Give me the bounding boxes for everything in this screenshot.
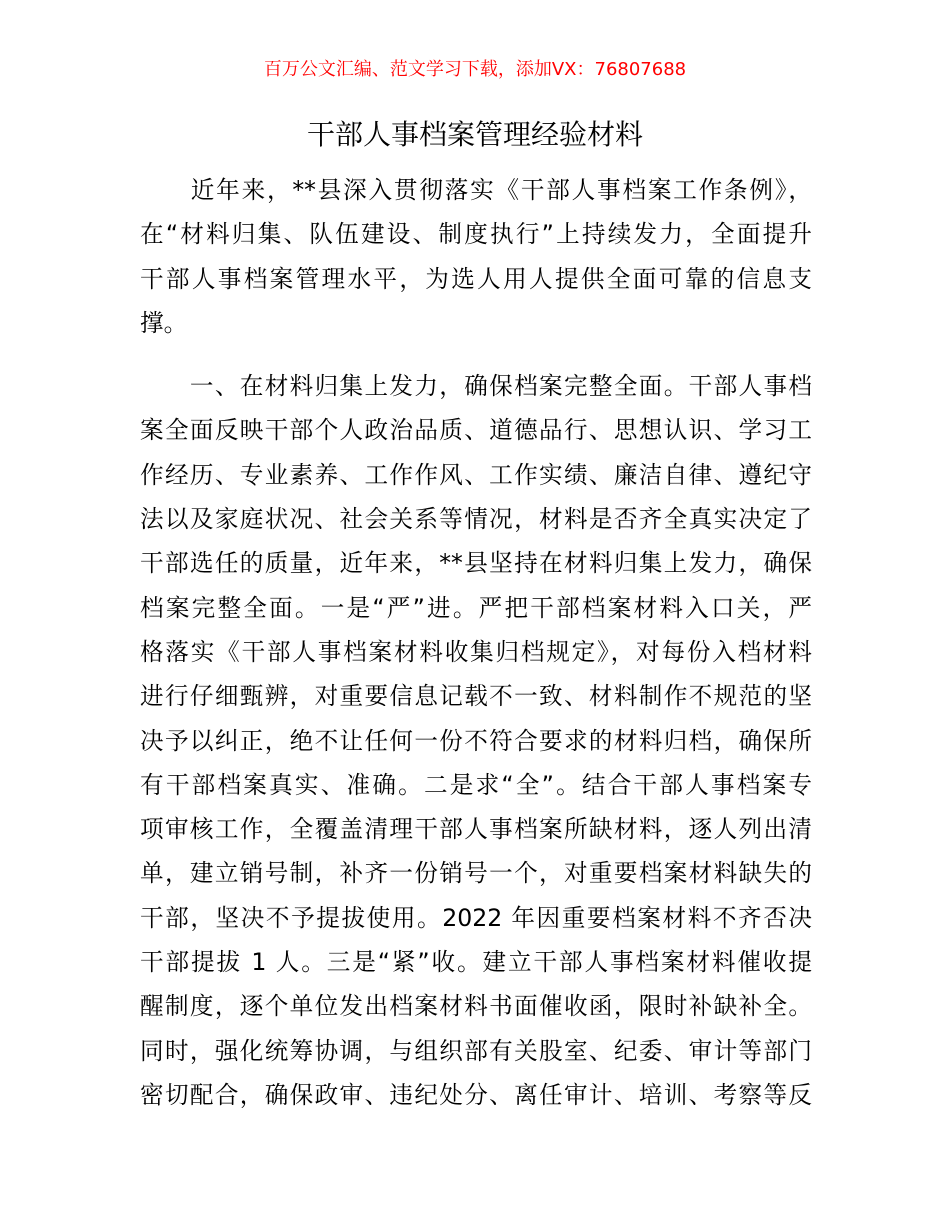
text-line: 在“材料归集、队伍建设、制度执行”上持续发力，全面提升	[140, 220, 812, 249]
document-body	[140, 168, 812, 1117]
text-line: 法以及家庭状况、社会关系等情况，材料是否齐全真实决定了	[140, 505, 812, 534]
text-line: 一、在材料归集上发力，确保档案完整全面。干部人事档	[140, 372, 812, 401]
text-line: 干部提拔 1 人。三是“紧”收。建立干部人事档案材料催收提	[140, 948, 812, 977]
text-line: 近年来，**县深入贯彻落实《干部人事档案工作条例》，	[140, 176, 812, 204]
text-line: 单，建立销号制，补齐一份销号一个，对重要档案材料缺失的	[140, 859, 812, 888]
text-line: 进行仔细甄辨，对重要信息记载不一致、材料制作不规范的坚	[140, 682, 812, 711]
text-line: 干部人事档案管理水平，为选人用人提供全面可靠的信息支	[140, 264, 812, 293]
text-line: 项审核工作，全覆盖清理干部人事档案所缺材料，逐人列出清	[140, 815, 812, 844]
text-line: 作经历、专业素养、工作作风、工作实绩、廉洁自律、遵纪守	[140, 460, 812, 489]
text-line: 干部，坚决不予提拔使用。2022 年因重要档案材料不齐否决	[140, 903, 812, 932]
text-line: 撑。	[140, 308, 188, 337]
text-line: 决予以纠正，绝不让任何一份不符合要求的材料归档，确保所	[140, 726, 812, 755]
document-title: 干部人事档案管理经验材料	[306, 118, 643, 151]
text-line: 同时，强化统筹协调，与组织部有关股室、纪委、审计等部门	[140, 1036, 812, 1065]
text-line: 档案完整全面。一是“严”进。严把干部档案材料入口关，严	[140, 593, 812, 622]
paragraph-intro	[140, 168, 812, 345]
text-line: 案全面反映干部个人政治品质、道德品行、思想认识、学习工	[140, 416, 812, 445]
text-line: 醒制度，逐个单位发出档案材料书面催收函，限时补缺补全。	[140, 992, 812, 1021]
text-line: 格落实《干部人事档案材料收集归档规定》，对每份入档材料	[140, 637, 812, 666]
text-line: 干部选任的质量，近年来，**县坚持在材料归集上发力，确保	[140, 549, 812, 578]
text-line: 密切配合，确保政审、违纪处分、离任审计、培训、考察等反	[140, 1080, 812, 1109]
text-line: 有干部档案真实、准确。二是求“全”。结合干部人事档案专	[140, 770, 812, 799]
header-watermark-note: 百万公文汇编、范文学习下载，添加VX：76807688	[263, 59, 687, 80]
paragraph-section-one	[140, 364, 812, 1117]
